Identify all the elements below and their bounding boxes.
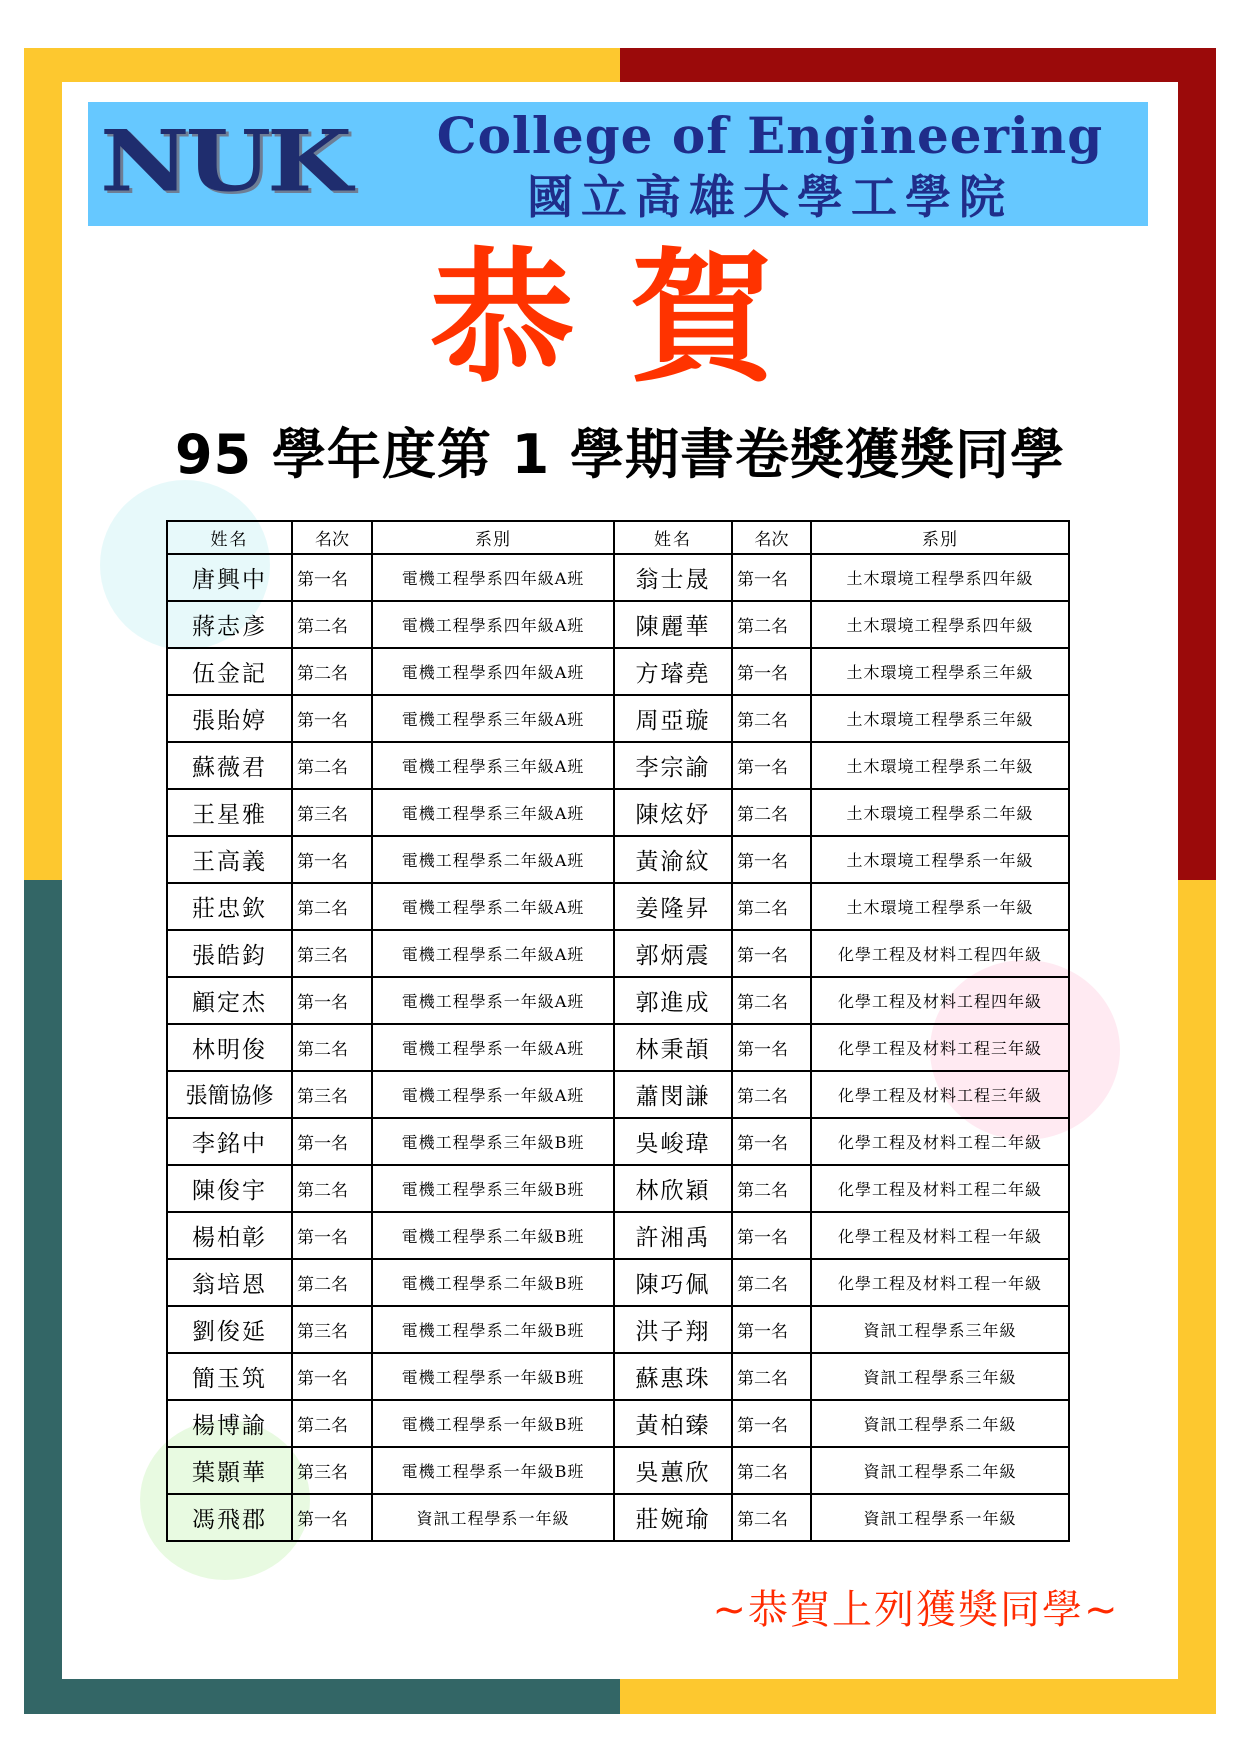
student-name: 吳蕙欣	[614, 1447, 732, 1494]
rank: 第一名	[732, 1118, 811, 1165]
nuk-logo: NUK	[100, 112, 349, 212]
student-name: 楊柏彰	[167, 1212, 292, 1259]
department: 化學工程及材料工程四年級	[811, 977, 1069, 1024]
rank: 第一名	[732, 1024, 811, 1071]
student-name: 簡玉筑	[167, 1353, 292, 1400]
rank: 第三名	[292, 1306, 372, 1353]
student-name: 林秉頡	[614, 1024, 732, 1071]
department: 化學工程及材料工程三年級	[811, 1024, 1069, 1071]
table-row	[167, 836, 1069, 883]
student-name: 劉俊延	[167, 1306, 292, 1353]
student-name: 葉顥華	[167, 1447, 292, 1494]
student-name: 陳麗華	[614, 601, 732, 648]
table-row	[167, 1353, 1069, 1400]
student-name: 馮飛郡	[167, 1494, 292, 1541]
department: 化學工程及材料工程三年級	[811, 1071, 1069, 1118]
table-row	[167, 1400, 1069, 1447]
department: 電機工程學系四年級A班	[372, 601, 614, 648]
student-name: 唐興中	[167, 554, 292, 601]
rank: 第一名	[732, 1400, 811, 1447]
student-name: 林明俊	[167, 1024, 292, 1071]
department: 電機工程學系一年級A班	[372, 1024, 614, 1071]
rank: 第二名	[292, 742, 372, 789]
department: 電機工程學系二年級B班	[372, 1259, 614, 1306]
department: 電機工程學系一年級B班	[372, 1353, 614, 1400]
student-name: 郭進成	[614, 977, 732, 1024]
department: 電機工程學系一年級A班	[372, 1071, 614, 1118]
student-name: 楊博諭	[167, 1400, 292, 1447]
student-name: 莊婉瑜	[614, 1494, 732, 1541]
table-row	[167, 883, 1069, 930]
rank: 第一名	[732, 554, 811, 601]
congratulations-heading: 恭賀	[429, 233, 830, 402]
student-name: 蘇惠珠	[614, 1353, 732, 1400]
student-name: 洪子翔	[614, 1306, 732, 1353]
department: 化學工程及材料工程一年級	[811, 1212, 1069, 1259]
rank: 第一名	[292, 1212, 372, 1259]
header-department: 系別	[372, 521, 614, 554]
rank: 第一名	[292, 977, 372, 1024]
rank: 第一名	[292, 836, 372, 883]
table-row	[167, 1024, 1069, 1071]
rank: 第一名	[292, 1118, 372, 1165]
header-name: 姓名	[167, 521, 292, 554]
department: 電機工程學系二年級B班	[372, 1306, 614, 1353]
student-name: 許湘禹	[614, 1212, 732, 1259]
rank: 第一名	[732, 648, 811, 695]
table-row	[167, 601, 1069, 648]
table-row	[167, 1306, 1069, 1353]
table-row	[167, 554, 1069, 601]
department: 資訊工程學系三年級	[811, 1306, 1069, 1353]
rank: 第三名	[292, 1447, 372, 1494]
rank: 第二名	[732, 1353, 811, 1400]
department: 電機工程學系三年級B班	[372, 1165, 614, 1212]
department: 資訊工程學系二年級	[811, 1400, 1069, 1447]
rank: 第二名	[292, 883, 372, 930]
table-row	[167, 1212, 1069, 1259]
department: 土木環境工程學系一年級	[811, 883, 1069, 930]
rank: 第一名	[732, 1306, 811, 1353]
student-name: 李宗諭	[614, 742, 732, 789]
rank: 第二名	[732, 1494, 811, 1541]
department: 化學工程及材料工程四年級	[811, 930, 1069, 977]
student-name: 蘇薇君	[167, 742, 292, 789]
student-name: 王星雅	[167, 789, 292, 836]
department: 化學工程及材料工程二年級	[811, 1165, 1069, 1212]
table-row	[167, 930, 1069, 977]
student-name: 顧定杰	[167, 977, 292, 1024]
rank: 第二名	[292, 1024, 372, 1071]
student-name: 張簡協修	[167, 1071, 292, 1118]
table-row	[167, 648, 1069, 695]
table-row	[167, 1447, 1069, 1494]
department: 電機工程學系一年級B班	[372, 1447, 614, 1494]
rank: 第二名	[292, 1165, 372, 1212]
rank: 第二名	[292, 601, 372, 648]
student-name: 黃渝紋	[614, 836, 732, 883]
department: 土木環境工程學系二年級	[811, 742, 1069, 789]
student-name: 林欣穎	[614, 1165, 732, 1212]
table-row	[167, 789, 1069, 836]
student-name: 蔣志彥	[167, 601, 292, 648]
table-header-row	[167, 521, 1069, 554]
department: 電機工程學系一年級B班	[372, 1400, 614, 1447]
rank: 第二名	[732, 1165, 811, 1212]
rank: 第三名	[292, 930, 372, 977]
header-name: 姓名	[614, 521, 732, 554]
rank: 第一名	[292, 1353, 372, 1400]
student-name: 陳炫妤	[614, 789, 732, 836]
student-name: 周亞璇	[614, 695, 732, 742]
award-subtitle: 95 學年度第 1 學期書卷獎獲獎同學	[174, 423, 1066, 486]
department: 土木環境工程學系一年級	[811, 836, 1069, 883]
department: 資訊工程學系一年級	[811, 1494, 1069, 1541]
rank: 第二名	[292, 1259, 372, 1306]
award-recipients-table	[166, 520, 1070, 1542]
department: 資訊工程學系二年級	[811, 1447, 1069, 1494]
rank: 第二名	[732, 883, 811, 930]
rank: 第一名	[292, 1494, 372, 1541]
student-name: 翁士晟	[614, 554, 732, 601]
department: 電機工程學系二年級A班	[372, 883, 614, 930]
table-row	[167, 1071, 1069, 1118]
rank: 第二名	[732, 601, 811, 648]
department: 電機工程學系二年級A班	[372, 930, 614, 977]
student-name: 王高義	[167, 836, 292, 883]
rank: 第一名	[732, 930, 811, 977]
student-name: 翁培恩	[167, 1259, 292, 1306]
department: 電機工程學系三年級A班	[372, 742, 614, 789]
header-rank: 名次	[732, 521, 811, 554]
department: 電機工程學系一年級A班	[372, 977, 614, 1024]
table-row	[167, 977, 1069, 1024]
department: 電機工程學系三年級A班	[372, 695, 614, 742]
rank: 第三名	[292, 789, 372, 836]
rank: 第一名	[732, 742, 811, 789]
rank: 第三名	[292, 1071, 372, 1118]
department: 土木環境工程學系三年級	[811, 648, 1069, 695]
rank: 第一名	[732, 1212, 811, 1259]
rank: 第一名	[292, 695, 372, 742]
student-name: 方璿堯	[614, 648, 732, 695]
department: 電機工程學系二年級B班	[372, 1212, 614, 1259]
student-name: 陳巧佩	[614, 1259, 732, 1306]
rank: 第二名	[732, 977, 811, 1024]
rank: 第二名	[732, 789, 811, 836]
college-name-chinese: 國立高雄大學工學院	[527, 170, 1013, 224]
department: 電機工程學系三年級B班	[372, 1118, 614, 1165]
rank: 第一名	[732, 836, 811, 883]
rank: 第二名	[292, 1400, 372, 1447]
table-row	[167, 1118, 1069, 1165]
student-name: 蕭閔謙	[614, 1071, 732, 1118]
student-name: 姜隆昇	[614, 883, 732, 930]
student-name: 黃柏臻	[614, 1400, 732, 1447]
table-row	[167, 695, 1069, 742]
table-row	[167, 742, 1069, 789]
footer-congratulations: ~恭賀上列獲獎同學~	[712, 1587, 1120, 1633]
student-name: 陳俊宇	[167, 1165, 292, 1212]
table-row	[167, 1165, 1069, 1212]
department: 化學工程及材料工程二年級	[811, 1118, 1069, 1165]
rank: 第二名	[732, 1071, 811, 1118]
student-name: 張貽婷	[167, 695, 292, 742]
table-row	[167, 1494, 1069, 1541]
student-name: 莊忠欽	[167, 883, 292, 930]
rank: 第一名	[292, 554, 372, 601]
department: 土木環境工程學系四年級	[811, 601, 1069, 648]
student-name: 李銘中	[167, 1118, 292, 1165]
department: 土木環境工程學系四年級	[811, 554, 1069, 601]
department: 電機工程學系四年級A班	[372, 648, 614, 695]
department: 資訊工程學系一年級	[372, 1494, 614, 1541]
header-rank: 名次	[292, 521, 372, 554]
rank: 第二名	[732, 1447, 811, 1494]
department: 電機工程學系四年級A班	[372, 554, 614, 601]
header-department: 系別	[811, 521, 1069, 554]
department: 土木環境工程學系二年級	[811, 789, 1069, 836]
table-row	[167, 1259, 1069, 1306]
student-name: 郭炳震	[614, 930, 732, 977]
department: 電機工程學系二年級A班	[372, 836, 614, 883]
rank: 第二名	[292, 648, 372, 695]
department: 土木環境工程學系三年級	[811, 695, 1069, 742]
department: 資訊工程學系三年級	[811, 1353, 1069, 1400]
college-name-english: College of Engineering	[436, 106, 1104, 165]
student-name: 張皓鈞	[167, 930, 292, 977]
department: 化學工程及材料工程一年級	[811, 1259, 1069, 1306]
rank: 第二名	[732, 695, 811, 742]
student-name: 吳峻瑋	[614, 1118, 732, 1165]
department: 電機工程學系三年級A班	[372, 789, 614, 836]
rank: 第二名	[732, 1259, 811, 1306]
student-name: 伍金記	[167, 648, 292, 695]
